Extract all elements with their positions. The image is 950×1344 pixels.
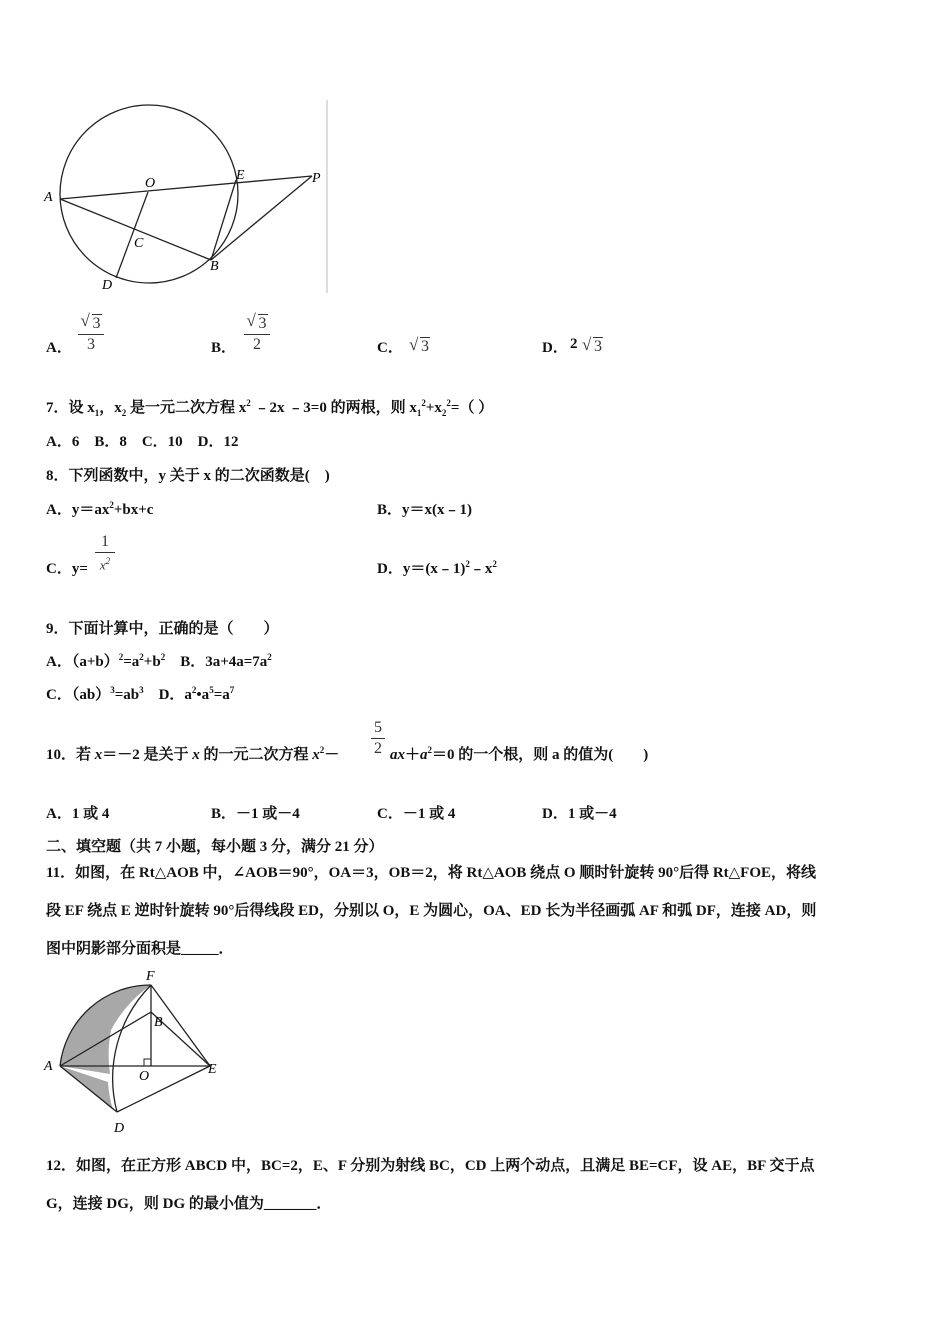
q6-option-a-fraction <box>76 314 106 355</box>
q10-stem-part1: 10．若 x＝－2 是关于 x 的一元二次方程 $x^2-$ <box>46 745 340 763</box>
right-angle-mark <box>144 1059 151 1066</box>
q11-line1: 11．如图，在 Rt△AOB 中，∠AOB＝90°，OA＝3，OB＝2，将 Rt△AOB 绕点 O 顺时针旋转 90°后得 Rt△FOE，将线 <box>46 865 817 881</box>
q8-option-c-fraction <box>92 532 118 573</box>
q8-option-d: D．$y=(x﹣1)^2﹣x^2$ <box>377 559 497 577</box>
label-a: A <box>44 190 53 205</box>
label-p: P <box>312 171 321 186</box>
q7-options: A．6 B．8 C．10 D．12 <box>46 434 239 450</box>
shaded-area-figure <box>40 964 230 1136</box>
q10-option-a: A．1 或 4 <box>46 806 110 822</box>
q6-b-radicand: 3 <box>258 315 267 332</box>
circle-geometry-figure <box>40 95 340 300</box>
label-d: D <box>102 278 113 293</box>
shaded-region <box>60 985 151 1110</box>
q6-option-b-fraction <box>242 314 272 355</box>
q12-line2: G，连接 DG，则 DG 的最小值为_______． <box>46 1196 332 1212</box>
q10-stem-part2: $ax+a^2=0$ 的一个根，则 a 的值为( ) <box>390 745 649 763</box>
q10-option-b: B．－1 或－4 <box>211 806 300 822</box>
label-b2: B <box>154 1015 163 1030</box>
line-od <box>116 192 148 278</box>
circle-o <box>60 105 238 283</box>
label-c: C <box>134 236 144 251</box>
label-e2: E <box>208 1062 217 1077</box>
q9-options-line1: A．$(a+b)^2=a^2+b^2$ B．$3a+4a=7a^2$ <box>46 652 272 670</box>
q10-option-d: D．1 或－4 <box>542 806 617 822</box>
q10-fraction <box>369 718 387 759</box>
q8-c-numerator: 1 <box>101 533 109 550</box>
q6-d-radicand: 3 <box>594 338 602 355</box>
q6-option-d-sqrt <box>582 338 603 356</box>
q8-c-exponent: 2 <box>105 556 111 566</box>
q6-option-a-label: A． <box>46 340 72 356</box>
q6-option-c-sqrt <box>409 338 430 356</box>
label-f: F <box>146 969 155 984</box>
label-d2: D <box>114 1121 125 1136</box>
label-e: E <box>236 168 245 183</box>
line-eb <box>211 180 236 260</box>
q11-line3: 图中阴影部分面积是_____． <box>46 941 234 957</box>
q6-option-c-label: C． <box>377 340 403 356</box>
label-o2: O <box>139 1069 150 1084</box>
label-o: O <box>145 176 156 191</box>
q10-denominator: 2 <box>374 740 382 757</box>
q8-option-a: A．$y=ax^2+bx+c$ <box>46 500 154 518</box>
q6-b-denominator: 2 <box>253 336 261 353</box>
label-b: B <box>210 259 219 274</box>
line-ap <box>60 176 312 199</box>
q9-stem: 9．下面计算中，正确的是（ ） <box>46 621 279 637</box>
q9-options-line2: C．$(ab)^3=ab^3$ D．$a^2•a^5=a^7$ <box>46 685 235 703</box>
q10-option-c: C．－1 或 4 <box>377 806 456 822</box>
line-bp <box>211 176 312 260</box>
q6-a-radicand: 3 <box>92 315 101 332</box>
q10-numerator: 5 <box>374 719 382 736</box>
label-a2: A <box>44 1059 53 1074</box>
q6-a-denominator: 3 <box>87 336 95 353</box>
q8-option-c-label: C．y= <box>46 561 88 577</box>
q8-c-denominator: x <box>99 557 106 573</box>
q6-option-d-coef: 2 <box>570 336 578 352</box>
q6-c-radicand: 3 <box>421 338 429 355</box>
section-2-heading: 二、填空题（共 7 小题，每小题 3 分，满分 21 分） <box>46 839 384 855</box>
q6-option-b-label: B． <box>211 340 237 356</box>
q12-line1: 12．如图，在正方形 ABCD 中，BC=2，E、F 分别为射线 BC，CD 上两个动点，且满足 BE=CF，设 AE，BF 交于点 <box>46 1158 815 1174</box>
q8-stem: 8．下列函数中，y 关于 x 的二次函数是( ) <box>46 468 330 484</box>
q7-stem: 7．设 $x_1$，$x_2$ 是一元二次方程 $x^2$ ﹣2x ﹣3=0 的两根，则 $x_1^2+x_2^2=$（ ） <box>46 398 494 418</box>
q8-option-b: B．y＝x(x﹣1) <box>377 502 472 518</box>
q11-line2: 段 EF 绕点 E 逆时针旋转 90°后得线段 ED，分别以 O，E 为圆心，OA、ED 长为半径画弧 AF 和弧 DF，连接 AD，则 <box>46 903 817 919</box>
line-de <box>117 1066 210 1112</box>
q6-option-d-label: D． <box>542 340 568 356</box>
